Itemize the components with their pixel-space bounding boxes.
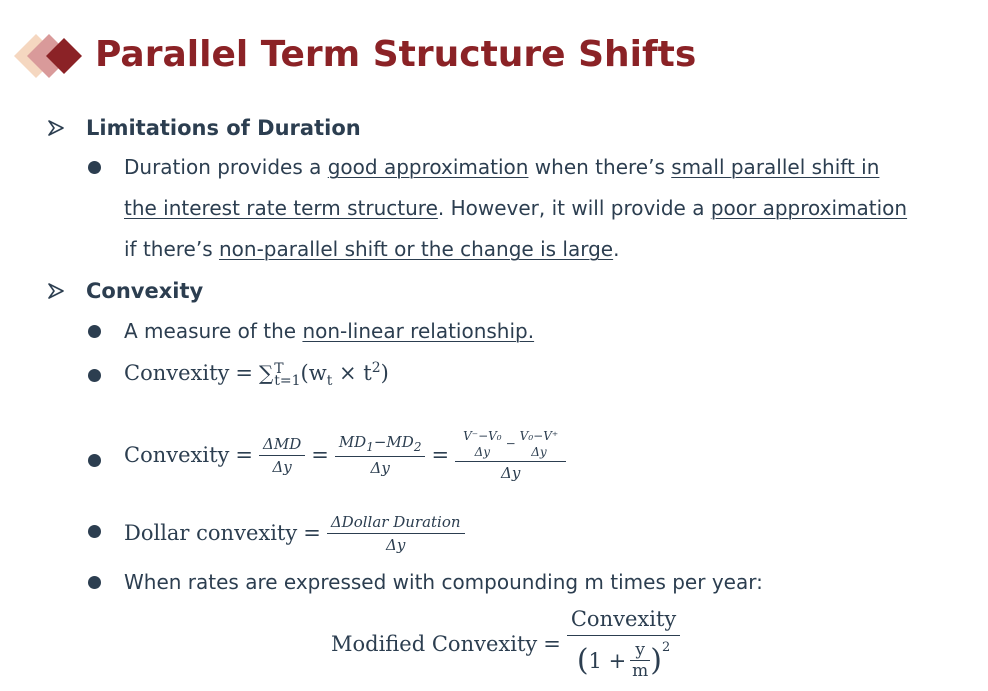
para-line-3: if there’s non-parallel shift or the change is large. xyxy=(124,237,620,261)
section-heading-limitations: Limitations of Duration xyxy=(86,116,361,140)
bullet-dot xyxy=(88,369,101,382)
bullet-dot xyxy=(88,454,101,467)
para-line-2: the interest rate term structure. However, it will provide a poor approximation xyxy=(124,196,908,220)
duration-limitation-text xyxy=(124,147,907,270)
dollar-convexity-formula: Dollar convexity = $\frac{\text{ΔDollar Duration}}{\Delta y}$ xyxy=(124,508,465,558)
convexity-definition-text: A measure of the non-linear relationship. xyxy=(124,319,535,343)
fraction-dollar-duration: $\frac{\text{ΔDollar Duration}}{\Delta y}$ xyxy=(327,513,465,554)
fraction-price-based: V⁻−V₀ Δy − V₀−V⁺ Δy Δy xyxy=(455,429,566,482)
diamond-logo-icon xyxy=(12,28,92,84)
compounding-text: When rates are expressed with compounding m times per year: xyxy=(124,570,763,594)
bullet-dot xyxy=(88,576,101,589)
bullet-dot xyxy=(88,525,101,538)
para-line-1: Duration provides a good approximation when there’s small parallel shift in xyxy=(124,155,880,179)
fraction-modified-convexity: Convexity ( 1 + $\frac{y}{m}$ ) $^2$ xyxy=(567,607,680,681)
modified-convexity-formula: Modified Convexity = Convexity ( 1 + $\frac{y}{m}$ ) $^2$ xyxy=(331,600,680,688)
bullet-dot xyxy=(88,161,101,174)
section-heading-convexity: Convexity xyxy=(86,279,204,303)
arrow-bullet-icon xyxy=(48,283,64,299)
fraction-md-difference: $\frac{MD_1-MD_2}{\Delta y}$ xyxy=(335,433,426,477)
page-title: Parallel Term Structure Shifts xyxy=(95,34,697,75)
arrow-bullet-icon xyxy=(48,120,64,136)
convexity-difference-formula: Convexity = $\frac{\text{ΔMD}}{\Delta y}$ = $\frac{MD_1-MD_2}{\Delta y}$ = V⁻−V₀ Δy − V₀−V⁺ Δy Δy xyxy=(124,420,566,490)
convexity-sum-formula: Convexity = ∑ T t=1 $(w_t \times t^2)$ xyxy=(124,360,389,390)
bullet-dot xyxy=(88,325,101,338)
fraction-delta-md: $\frac{\text{ΔMD}}{\Delta y}$ xyxy=(259,435,305,476)
